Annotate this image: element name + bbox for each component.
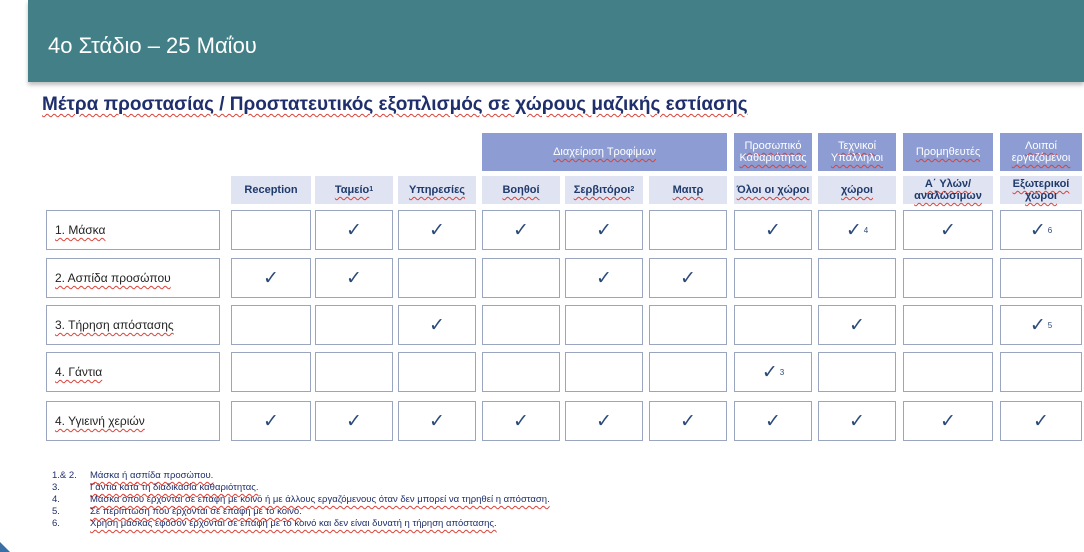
- table-cell: [231, 305, 311, 345]
- row-label-text: 2. Ασπίδα προσώπου: [55, 271, 171, 285]
- table-cell: [398, 352, 476, 392]
- table-cell: [818, 210, 896, 250]
- group-header-label: Προμηθευτές: [915, 146, 981, 158]
- column-header: [818, 176, 896, 204]
- table-cell: [231, 258, 311, 298]
- column-header: [903, 176, 993, 204]
- table-cell: [482, 258, 560, 298]
- footnote-text: Μάσκα ή ασπίδα προσώπου.: [90, 470, 214, 481]
- table-cell: [231, 352, 311, 392]
- footnote-number: 5.: [52, 506, 60, 517]
- group-header-label: Λοιποί εργαζόμενοι: [1011, 140, 1071, 164]
- slide-title: 4ο Στάδιο – 25 Μαΐου: [48, 33, 257, 58]
- check-mark-icon: ✓: [596, 410, 612, 432]
- slide-subtitle: [42, 94, 748, 116]
- column-header-label: Ταμείο: [334, 184, 370, 196]
- table-cell: [649, 258, 727, 298]
- footnote-line: [52, 482, 550, 494]
- table-cell: [734, 258, 812, 298]
- column-header: [231, 176, 311, 204]
- column-header-label: Α΄ Υλών/ αναλώσιμων: [914, 178, 982, 202]
- table-cell: [734, 352, 812, 392]
- table-cell: [649, 305, 727, 345]
- table-cell: [398, 401, 476, 441]
- table-cell: [903, 210, 993, 250]
- table-cell: [315, 258, 393, 298]
- table-cell: [565, 352, 643, 392]
- footnote-mark: 4: [863, 225, 869, 235]
- column-header: [398, 176, 476, 204]
- column-header-label: χώροι: [841, 184, 873, 196]
- column-footnote-mark: 2: [630, 186, 635, 193]
- row-label-text: 3. Τήρηση απόστασης: [55, 318, 174, 332]
- table-cell: [231, 210, 311, 250]
- table-cell: [398, 258, 476, 298]
- footnote-number: 3.: [52, 482, 60, 493]
- row-label: [46, 210, 220, 250]
- footnote-line: [52, 518, 550, 530]
- title-banner: [28, 0, 1084, 82]
- table-cell: [1000, 258, 1082, 298]
- table-cell: [818, 258, 896, 298]
- check-mark-icon: ✓: [429, 314, 445, 336]
- table-cell: [398, 305, 476, 345]
- table-cell: [1000, 305, 1082, 345]
- group-header: [818, 133, 896, 171]
- check-mark-icon: ✓: [1029, 219, 1046, 241]
- check-mark-icon: ✓: [765, 219, 781, 241]
- table-cell: [482, 352, 560, 392]
- table-cell: [482, 401, 560, 441]
- column-header: [1000, 176, 1082, 204]
- row-label-text: 4. Υγιεινή χεριών: [55, 414, 145, 428]
- check-mark-icon: ✓: [429, 410, 445, 432]
- table-cell: [565, 401, 643, 441]
- check-mark-icon: ✓: [429, 219, 445, 241]
- check-mark-icon: ✓: [263, 410, 279, 432]
- table-cell: [734, 210, 812, 250]
- slide-subtitle-text: Μέτρα προστασίας / Προστατευτικός εξοπλισμός σε χώρους μαζικής εστίασης: [42, 94, 748, 115]
- table-cell: [1000, 401, 1082, 441]
- column-header: [734, 176, 812, 204]
- check-mark-icon: ✓: [346, 219, 362, 241]
- table-cell: [734, 305, 812, 345]
- check-mark-icon: ✓: [596, 219, 612, 241]
- group-header: [1000, 133, 1082, 171]
- row-label-text: 4. Γάντια: [55, 365, 103, 379]
- row-label: [46, 305, 220, 345]
- column-footnote-mark: 1: [369, 186, 374, 193]
- check-mark-icon: ✓: [263, 267, 279, 289]
- table-cell: [315, 401, 393, 441]
- table-cell: [903, 401, 993, 441]
- row-label-text: 1. Μάσκα: [55, 223, 106, 237]
- corner-decoration: [0, 542, 10, 552]
- check-mark-icon: ✓: [680, 410, 696, 432]
- column-header-label: Reception: [244, 184, 298, 196]
- table-cell: [398, 210, 476, 250]
- column-header-label: Όλοι οι χώροι: [736, 184, 810, 196]
- table-cell: [315, 352, 393, 392]
- table-cell: [231, 401, 311, 441]
- column-header-label: Βοηθοί: [502, 184, 540, 196]
- table-cell: [818, 352, 896, 392]
- group-header: [734, 133, 812, 171]
- column-header-label: Εξωτερικοί χώροι: [1012, 178, 1070, 202]
- check-mark-icon: ✓: [513, 219, 529, 241]
- footnote-text: Μάσκα όπου έρχονται σε επαφή με κοινό ή με άλλους εργαζόμενους όταν δεν μπορεί να τηρηθεί η απόσταση.: [90, 494, 550, 505]
- footnote-mark: 5: [1047, 320, 1053, 330]
- table-cell: [734, 401, 812, 441]
- column-header: [315, 176, 393, 204]
- check-mark-icon: ✓: [849, 410, 865, 432]
- table-cell: [649, 352, 727, 392]
- check-mark-icon: ✓: [346, 410, 362, 432]
- footnote-line: [52, 470, 550, 482]
- column-header: [649, 176, 727, 204]
- footnote-number: 6.: [52, 518, 60, 529]
- footnote-number: 4.: [52, 494, 60, 505]
- check-mark-icon: ✓: [845, 219, 862, 241]
- check-mark-icon: ✓: [940, 219, 956, 241]
- table-cell: [818, 305, 896, 345]
- table-cell: [482, 210, 560, 250]
- table-cell: [315, 210, 393, 250]
- table-cell: [565, 305, 643, 345]
- group-header: [482, 133, 727, 171]
- group-header: [903, 133, 993, 171]
- column-header-label: Υπηρεσίες: [408, 184, 466, 196]
- column-header-label: Μαιτρ: [672, 184, 704, 196]
- check-mark-icon: ✓: [346, 267, 362, 289]
- table-cell: [818, 401, 896, 441]
- footnote-text: Γάντια κατά τη διαδικασία καθαριότητας.: [90, 482, 259, 493]
- footnote-text: Χρήση μάσκας εφόσον έρχονται σε επαφή με το κοινό και δεν είναι δυνατή η τήρηση απόστασης.: [90, 518, 497, 529]
- footnote-number: 1.& 2.: [52, 470, 77, 481]
- column-header: [482, 176, 560, 204]
- check-mark-icon: ✓: [761, 361, 778, 383]
- check-mark-icon: ✓: [1029, 314, 1046, 336]
- group-header-label: Διαχείριση Τροφίμων: [553, 146, 656, 158]
- table-cell: [903, 258, 993, 298]
- table-cell: [565, 258, 643, 298]
- footnote-text: Σε περίπτωση που έρχονται σε επαφή με το κοινό.: [90, 506, 302, 517]
- table-cell: [649, 210, 727, 250]
- column-header-label: Σερβιτόροι: [573, 184, 631, 196]
- footnote-line: [52, 494, 550, 506]
- check-mark-icon: ✓: [513, 410, 529, 432]
- footnotes: [52, 470, 550, 530]
- check-mark-icon: ✓: [765, 410, 781, 432]
- column-header: [565, 176, 643, 204]
- group-header-label: Τεχνικοί Υπάλληλοι: [830, 140, 884, 164]
- check-mark-icon: ✓: [596, 267, 612, 289]
- group-header-label: Προσωπικό Καθαριότητας: [739, 140, 807, 164]
- table-cell: [1000, 352, 1082, 392]
- check-mark-icon: ✓: [680, 267, 696, 289]
- check-mark-icon: ✓: [1033, 410, 1049, 432]
- table-cell: [565, 210, 643, 250]
- table-cell: [649, 401, 727, 441]
- table-cell: [903, 352, 993, 392]
- footnote-mark: 6: [1047, 225, 1053, 235]
- table-cell: [482, 305, 560, 345]
- footnote-mark: 3: [779, 367, 785, 377]
- footnote-line: [52, 506, 550, 518]
- row-label: [46, 258, 220, 298]
- table-cell: [315, 305, 393, 345]
- table-cell: [1000, 210, 1082, 250]
- row-label: [46, 352, 220, 392]
- table-cell: [903, 305, 993, 345]
- row-label: [46, 401, 220, 441]
- check-mark-icon: ✓: [940, 410, 956, 432]
- check-mark-icon: ✓: [849, 314, 865, 336]
